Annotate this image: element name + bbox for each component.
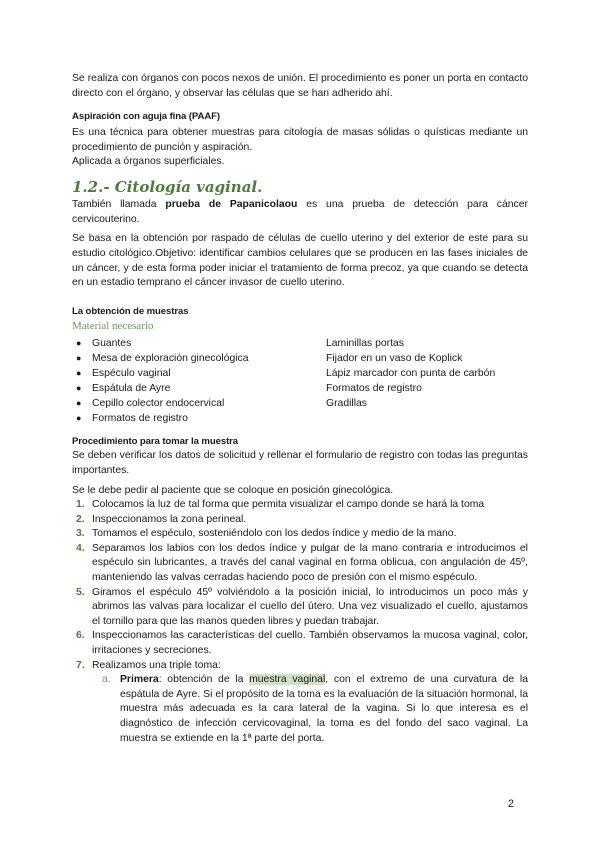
- step-number: 7.: [76, 659, 85, 671]
- step-text: Giramos el espéculo 45º volviéndolo a la posición inicial, lo introducimos un poco más y abrimos las valvas para localizar el cuello del útero. Una vez visualizado el cuello, ajustamos el tornillo para que las manos queden libres y puedan trabajar.: [92, 586, 528, 627]
- section-basis: Se basa en la obtención por raspado de células de cuello uterino y del exterior de este para su estudio citológico.Objetivo: identificar cambios celulares que se producen en las fases iniciales de un cáncer, y de esta forma poder iniciar el tratamiento de forma precoz, ya que cuando se detecta en un estadio temprano el cáncer invasor de cuello uterino.: [72, 233, 528, 289]
- step-number: 5.: [76, 586, 85, 598]
- list-item: [72, 659, 528, 747]
- list-item: [72, 527, 528, 542]
- step-text: Inspeccionamos las características del cuello. También observamos la mucosa vaginal, color, irritaciones y secreciones.: [92, 630, 528, 656]
- step-number: 4.: [76, 542, 85, 554]
- procedimiento-heading: Procedimiento para tomar la muestra: [72, 436, 239, 447]
- sub-steps: [92, 673, 528, 746]
- list-item: Formatos de registro: [326, 383, 422, 394]
- step-number: 3.: [76, 528, 85, 540]
- list-item: [72, 629, 528, 658]
- step-text: Separamos los labios con los dedos índice y pulgar de la mano contraria e introducimos el espéculo sin lubricantes, a través del canal vaginal en forma oblicua, con angulación de 45º, manteniendo las valvas cerradas haciendo poco de presión con el mismo espéculo.: [92, 542, 528, 583]
- page-number: 2: [507, 798, 514, 810]
- step-text: Tomamos el espéculo, sosteniéndolo con los dedos índice y medio de la mano.: [92, 528, 457, 540]
- list-item: Fijador en un vaso de Koplick: [326, 353, 463, 364]
- paaf-text: Es una técnica para obtener muestras para citología de masas sólidas o quísticas mediante un procedimiento de punción y aspiración.: [72, 127, 528, 153]
- material-item-label: Formatos de registro: [92, 413, 188, 424]
- intro-post: es una prueba de detección para cáncer cervicouterino.: [72, 199, 528, 225]
- bullet-icon: ●: [76, 368, 82, 378]
- procedure-steps: [72, 498, 528, 746]
- step-text: Inspeccionamos la zona perineal.: [92, 513, 247, 525]
- step-number: 6.: [76, 630, 85, 642]
- step-number: 2.: [76, 513, 85, 525]
- intro-pre: También llamada: [72, 199, 166, 210]
- material-item-label: Cepillo colector endocervical: [92, 398, 225, 409]
- bullet-icon: ●: [76, 353, 82, 363]
- step-text: Colocamos la luz de tal forma que permita visualizar el campo donde se hará la toma: [92, 499, 485, 510]
- list-item: [72, 498, 528, 513]
- procedimiento-p2: Se le debe pedir al paciente que se coloque en posición ginecológica.: [72, 485, 394, 496]
- material-item-label: Espátula de Ayre: [92, 383, 171, 394]
- step-number: 1.: [76, 499, 85, 510]
- list-item: Lápiz marcador con punta de carbón: [326, 368, 496, 379]
- intro-bold: prueba de Papanicolaou: [165, 199, 298, 210]
- paaf-applied: Aplicada a órganos superficiales.: [72, 156, 225, 167]
- materials-right-list: [326, 336, 495, 411]
- material-item-label: Espéculo vaginal: [92, 368, 171, 379]
- material-item-label: Mesa de exploración ginecológica: [92, 353, 249, 364]
- list-item: Laminillas portas: [326, 338, 404, 349]
- substep-letter: a.: [102, 674, 111, 686]
- procedimiento-p1: Se deben verificar los datos de solicitud y rellenar el formulario de registro con todas las preguntas importantes.: [72, 450, 528, 476]
- bullet-icon: ●: [76, 338, 82, 348]
- material-heading: Material necesario: [72, 320, 154, 332]
- highlighted-term: muestra vaginal: [249, 674, 326, 686]
- list-item: [72, 411, 528, 426]
- substep-post: , con el extremo de una curvatura de la espátula de Ayre. Si el propósito de la toma es la evaluación de la situación hormonal, la muestra más adecuada es la cara lateral de la vagina. Si lo que interesa es el diagnóstico de infección cervicovaginal, la toma es del fondo del saco vaginal. La muestra se extiende en la 1ª parte del porta.: [120, 674, 528, 744]
- section-heading: 1.2.- Citología vaginal.: [72, 178, 263, 196]
- list-item: [92, 673, 528, 746]
- obtencion-heading: La obtención de muestras: [72, 306, 189, 317]
- list-item: [72, 586, 528, 630]
- bullet-icon: ●: [76, 398, 82, 408]
- list-item: Gradillas: [326, 398, 367, 409]
- section-intro: [72, 198, 528, 228]
- substep-pre: : obtención de la: [158, 674, 250, 686]
- paaf-heading: Aspiración con aguja fina (PAAF): [72, 111, 221, 122]
- step-text: Realizamos una triple toma:: [92, 659, 221, 671]
- substep-bold: Primera: [120, 674, 159, 686]
- list-item: [72, 542, 528, 586]
- bullet-icon: ●: [76, 383, 82, 393]
- material-item-label: Guantes: [92, 338, 132, 349]
- bullet-icon: ●: [76, 413, 82, 423]
- list-item: [72, 513, 528, 528]
- intro-paragraph: Se realiza con órganos con pocos nexos de unión. El procedimiento es poner un porta en contacto directo con el órgano, y observar las células que se han adherido ahí.: [72, 73, 528, 99]
